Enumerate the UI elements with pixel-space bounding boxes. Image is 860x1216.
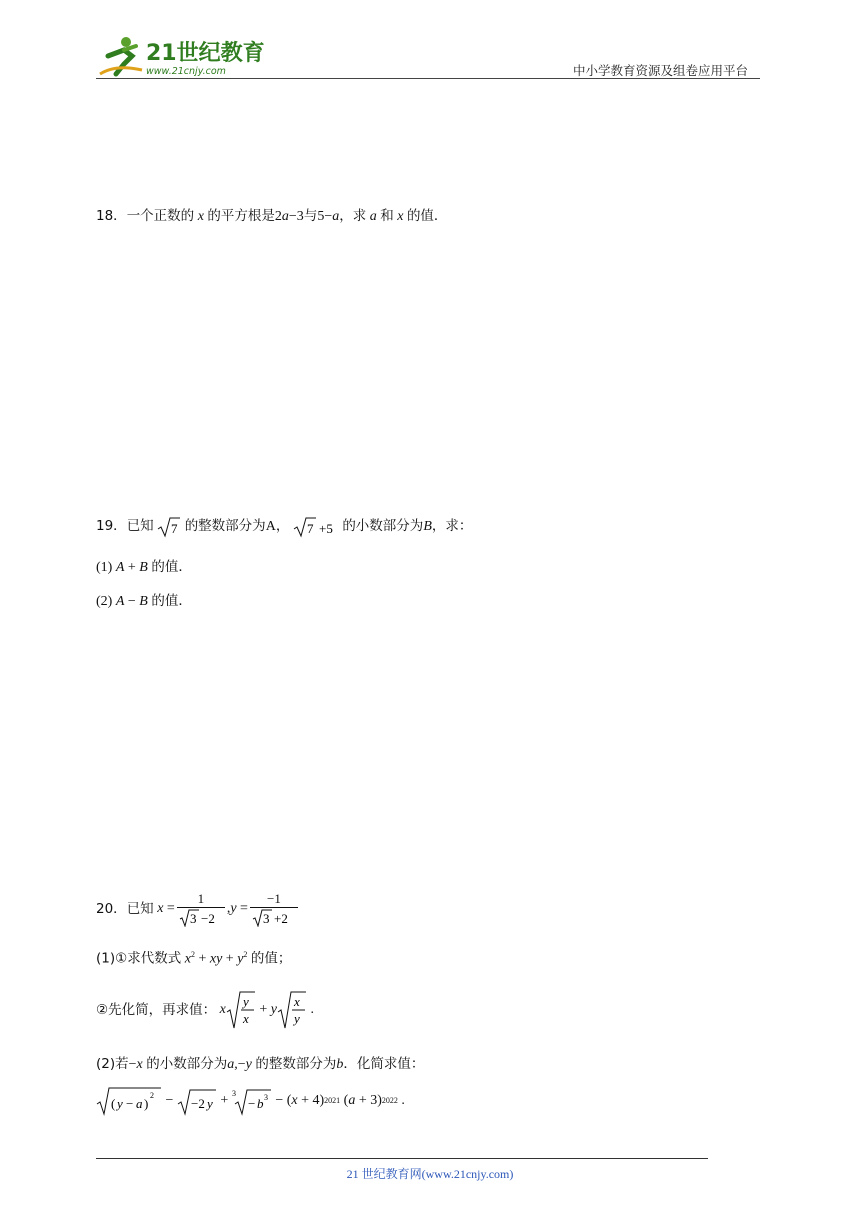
question-20-part-1b: ②先化简，再求值： x y x + y x y . <box>96 990 314 1030</box>
sqrt-7 <box>157 516 181 538</box>
logo-text: 21世纪教育 <box>146 41 265 66</box>
svg-text:7: 7 <box>171 521 178 536</box>
question-20-part-2: (2)若−x 的小数部分为a,−y 的整数部分为b．化简求值： <box>96 1056 425 1072</box>
footer-divider <box>96 1158 708 1159</box>
sqrt-7-plus-5 <box>293 516 339 538</box>
svg-text:(: ( <box>111 1096 116 1111</box>
svg-text:y: y <box>293 1011 300 1026</box>
svg-text:3: 3 <box>231 1089 236 1098</box>
runner-icon <box>100 37 142 74</box>
svg-text:3: 3 <box>262 911 270 926</box>
question-20-part-1: (1)①求代数式 $x^2$ + xy + $y^2$ 的值； <box>96 950 292 967</box>
svg-text:−2: −2 <box>190 1096 205 1111</box>
question-19-part-1: (1) A + B 的值． <box>96 559 192 575</box>
question-number: 18． <box>96 208 127 224</box>
sqrt-y-minus-a-squared <box>96 1086 162 1116</box>
svg-text:a: a <box>136 1096 143 1111</box>
sqrt-x-over-y <box>277 990 307 1030</box>
svg-text:): ) <box>144 1096 149 1111</box>
svg-text:b: b <box>256 1096 264 1111</box>
sqrt-y-over-x <box>226 990 256 1030</box>
question-20-expression: ( y − a ) 2 − −2 y + 3 − b 3 − ( x + 4) 2021 ( a + 3) 2022 . <box>96 1086 405 1116</box>
platform-name: 中小学教育资源及组卷应用平台 <box>573 63 749 78</box>
svg-text:x: x <box>293 994 300 1009</box>
svg-text:2: 2 <box>150 1091 154 1100</box>
question-18: 18．一个正数的 x 的平方根是2a−3与5−a，求 a 和 x 的值． <box>96 208 448 224</box>
header-divider <box>96 78 760 79</box>
footer-link[interactable]: 21 世纪教育网(www.21cnjy.com) <box>346 1167 514 1181</box>
svg-text:x: x <box>242 1011 249 1026</box>
sqrt-minus-2y <box>177 1086 217 1116</box>
svg-text:+5: +5 <box>318 521 333 536</box>
logo-url: www.21cnjy.com <box>146 66 226 77</box>
svg-text:7: 7 <box>306 521 314 536</box>
svg-text:y: y <box>242 994 249 1009</box>
svg-text:+2: +2 <box>273 911 288 926</box>
question-20: 20． 已知 x = 1 3 −2 , y = −1 3 +2 <box>96 888 300 930</box>
svg-text:−: − <box>247 1096 256 1111</box>
svg-text:3: 3 <box>263 1093 268 1102</box>
svg-text:−: − <box>126 1096 134 1111</box>
site-logo <box>96 34 266 80</box>
cbrt-minus-b-cubed <box>232 1086 272 1116</box>
fraction-y: −1 3 +2 <box>250 891 298 927</box>
question-19: 19．已知 7 的整数部分为A， 7 +5 的小数部分为B，求： <box>96 516 472 538</box>
svg-text:y: y <box>117 1096 123 1111</box>
svg-text:3: 3 <box>189 911 197 926</box>
question-number: 19． <box>96 518 127 535</box>
question-number: 20． <box>96 901 127 917</box>
svg-text:y: y <box>206 1096 213 1111</box>
fraction-x: 1 3 −2 <box>177 891 225 927</box>
svg-text:−2: −2 <box>200 911 215 926</box>
question-19-part-2: (2) A − B 的值． <box>96 593 192 609</box>
